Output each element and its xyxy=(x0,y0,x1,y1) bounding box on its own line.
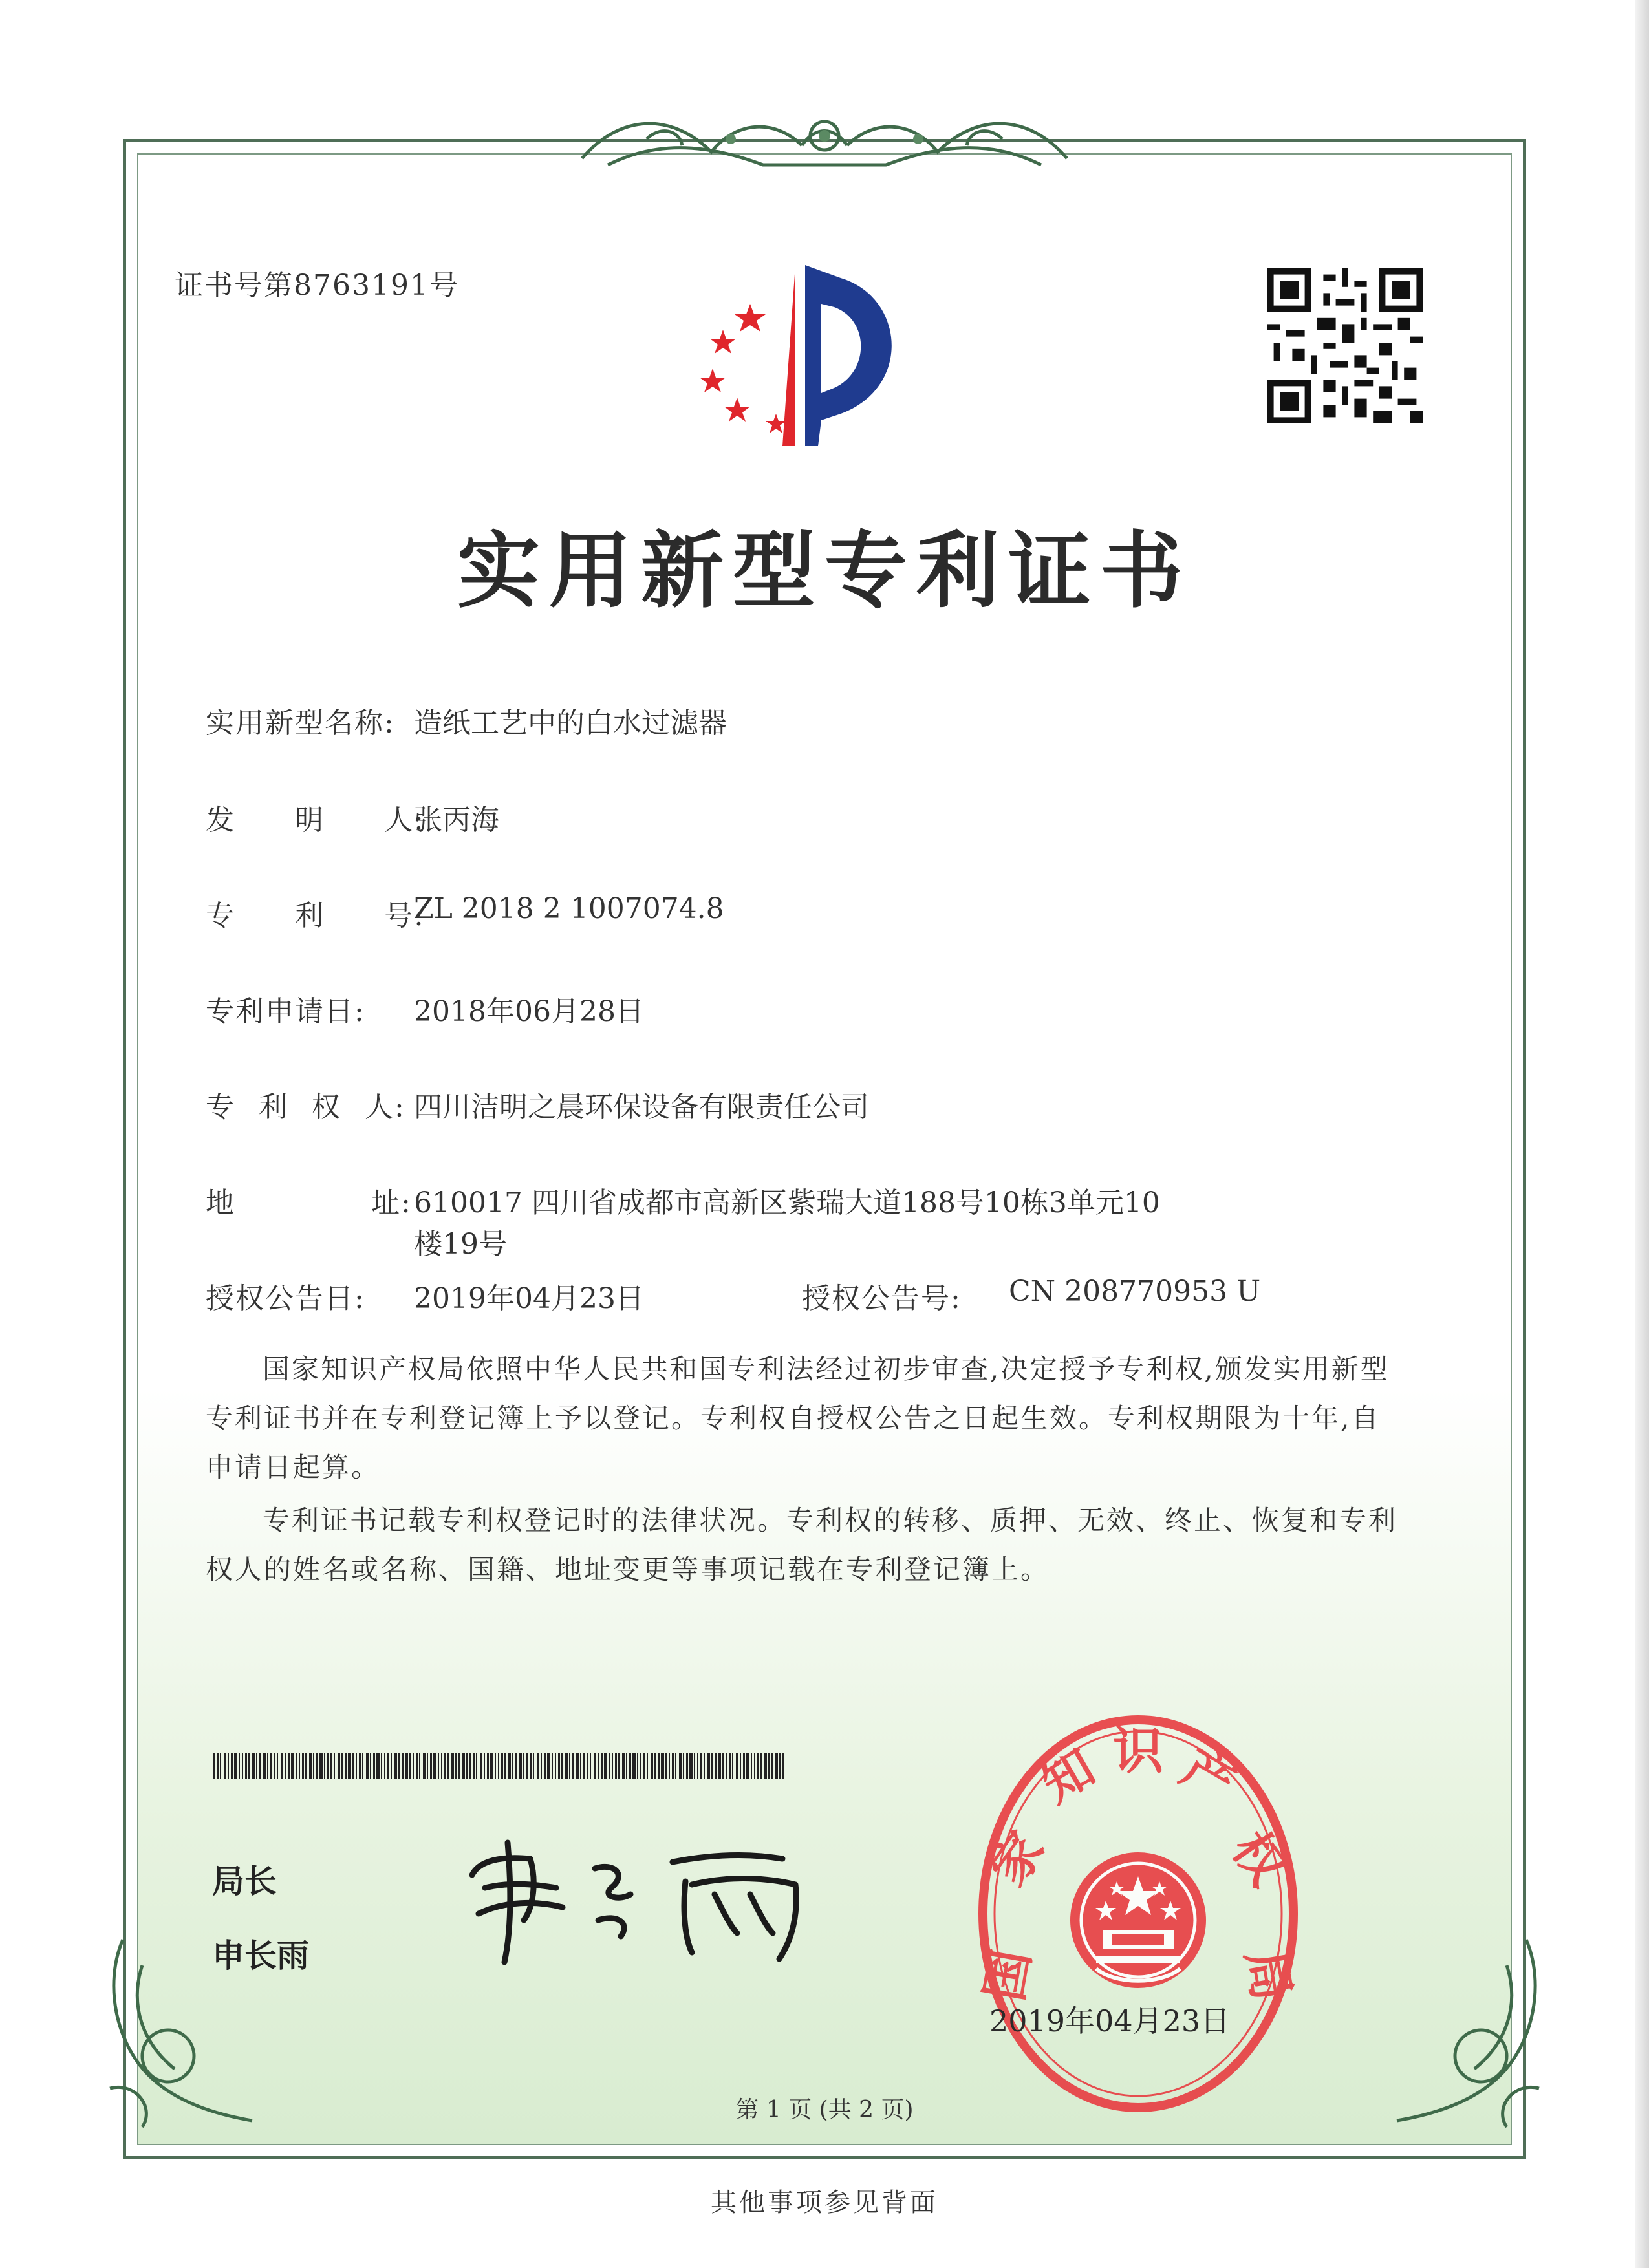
statement-paragraph-1: 国家知识产权局依照中华人民共和国专利法经过初步审查,决定授予专利权,颁发实用新型专利证书并在专利登记簿上予以登记。专利权自授权公告之日起生效。专利权期限为十年,自申请日起算。 xyxy=(206,1353,1390,1483)
page-number: 第 1 页 (共 2 页) xyxy=(735,2097,914,2123)
handwritten-signature-icon xyxy=(459,1823,821,1972)
official-seal-icon xyxy=(967,1707,1310,2121)
certificate-title: 实用新型专利证书 xyxy=(457,522,1192,619)
utility-model-name-label: 实用新型名称: xyxy=(206,707,395,740)
page-edge xyxy=(1635,0,1649,2268)
patentee-value: 四川洁明之晨环保设备有限责任公司 xyxy=(414,1091,869,1124)
footer-note: 其他事项参见背面 xyxy=(711,2188,938,2218)
signatory-title: 局长 xyxy=(212,1862,277,1900)
patentee-label: 专 利 权 人: xyxy=(206,1091,405,1124)
statement-paragraph-2: 专利证书记载专利权登记时的法律状况。专利权的转移、质押、无效、终止、恢复和专利权人的姓名或名称、国籍、地址变更等事项记载在专利登记簿上。 xyxy=(206,1504,1398,1585)
application-date-label: 专利申请日: xyxy=(206,995,365,1028)
svg-text:识: 识 xyxy=(1112,1722,1164,1781)
certificate-number: 证书号第8763191号 xyxy=(175,269,459,302)
inventor-value: 张丙海 xyxy=(414,804,499,837)
top-ornament-icon xyxy=(569,100,1080,191)
svg-text:家: 家 xyxy=(979,1821,1056,1896)
svg-text:产: 产 xyxy=(1171,1738,1245,1814)
svg-text:权: 权 xyxy=(1220,1821,1297,1896)
svg-text:局: 局 xyxy=(1234,1945,1301,2006)
barcode-icon xyxy=(213,1753,789,1779)
svg-text:知: 知 xyxy=(1031,1738,1105,1814)
grant-date-value: 2019年04月23日 xyxy=(414,1282,644,1315)
utility-model-name-value: 造纸工艺中的白水过滤器 xyxy=(414,707,727,740)
patent-number-label: 专 利 号: xyxy=(206,899,425,932)
signatory-name: 申长雨 xyxy=(212,1936,309,1974)
certificate-statement xyxy=(206,1345,1408,1594)
address-label: 地 址: xyxy=(206,1186,412,1219)
patent-office-logo-icon xyxy=(685,259,931,453)
address-line-1: 610017 四川省成都市高新区紫瑞大道188号10栋3单元10 xyxy=(414,1186,1160,1219)
seal-date: 2019年04月23日 xyxy=(989,2004,1231,2038)
qr-code-icon xyxy=(1267,268,1423,423)
grant-number-label: 授权公告号: xyxy=(802,1282,962,1315)
patent-number-value: ZL 2018 2 1007074.8 xyxy=(414,892,724,925)
application-date-value: 2018年06月28日 xyxy=(414,995,644,1028)
address-line-2: 楼19号 xyxy=(414,1228,507,1261)
grant-date-label: 授权公告日: xyxy=(206,1282,365,1315)
grant-number-value: CN 208770953 U xyxy=(1009,1275,1261,1308)
inventor-label: 发 明 人: xyxy=(206,804,425,837)
svg-text:国: 国 xyxy=(975,1945,1042,2006)
